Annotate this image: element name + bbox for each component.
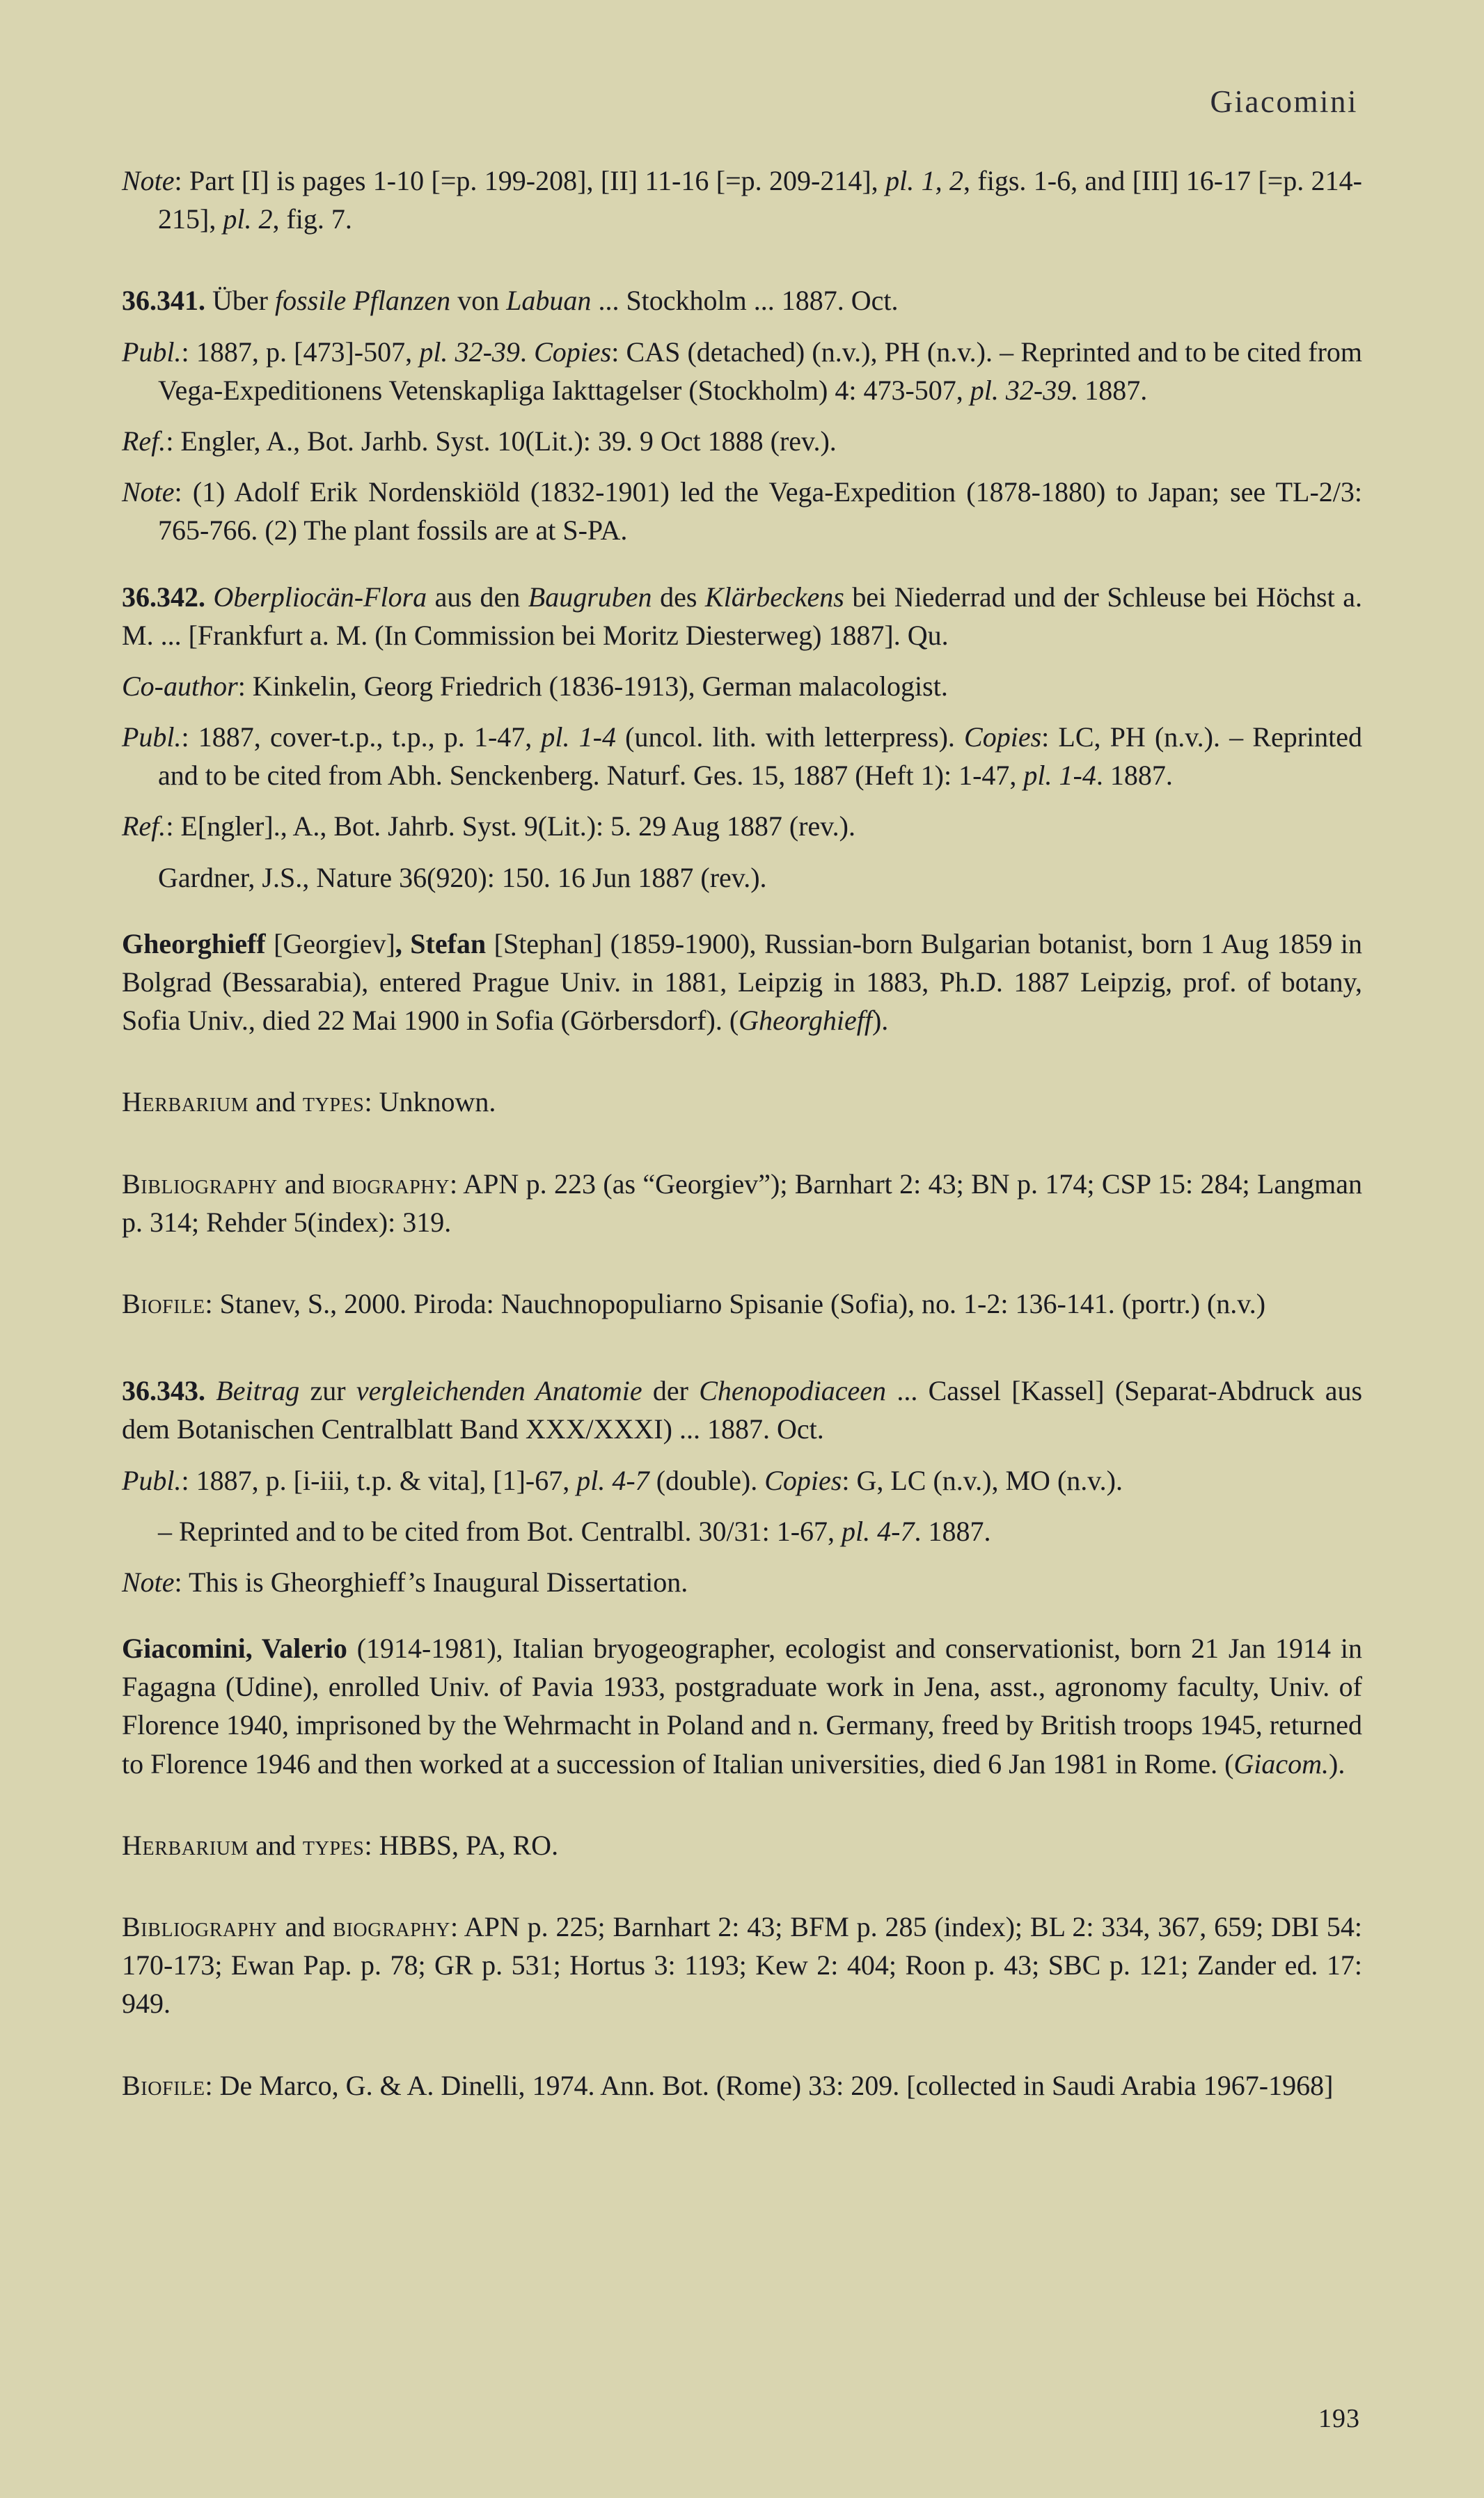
coauthor-label: Co-author bbox=[122, 670, 238, 702]
page-number: 193 bbox=[1318, 2404, 1360, 2433]
note-line2-post: , fig. 7. bbox=[272, 203, 352, 235]
entry-36341-title-italic2: Labuan bbox=[506, 285, 592, 317]
gheorghieff-bibliography-text: : APN p. 223 (as “Georgiev”); Barnhart 2: 43; BN p. 174; CSP 15: 284; Langman p. 314; Rehder 5(index): 319. bbox=[122, 1168, 1362, 1238]
gheorghieff-biofile-text: : Stanev, S., 2000. Piroda: Nauchnopopuliarno Spisanie (Sofia), no. 1-2: 136-141. (portr.) (n.v.) bbox=[205, 1287, 1266, 1319]
entry-36343-title-italic3: Chenopodiaceen bbox=[699, 1375, 887, 1407]
biofile-label: Biofile bbox=[122, 1287, 205, 1319]
entry-36341-copies-text: : CAS (detached) (n.v.), PH (n.v.). – Reprinted and to be cited from Vega-Expeditionens Vetenskapliga Iakttagelser (Stockholm) 4: 473-507, bbox=[158, 336, 1363, 406]
giacomini-bio bbox=[122, 1629, 1362, 1783]
note-label-36343: Note bbox=[122, 1566, 175, 1598]
entry-36342-ref1-text: : E[ngler]., A., Bot. Jahrb. Syst. 9(Lit.): 5. 29 Aug 1887 (rev.). bbox=[166, 810, 855, 842]
entry-36342-publ bbox=[122, 718, 1362, 794]
entry-36343-reprint-text: – Reprinted and to be cited from Bot. Centralbl. 30/31: 1-67, bbox=[158, 1515, 842, 1547]
giacomini-bibliography bbox=[122, 1908, 1362, 2023]
giacomini-name: Giacomini, Valerio bbox=[122, 1633, 347, 1665]
entry-36341-copies-italic: pl. 32-39 bbox=[970, 374, 1071, 406]
note-line1: : Part [I] is pages 1-10 [=p. 199-208], [II] 11-16 [=p. 209-214], bbox=[174, 165, 886, 196]
entry-36343-publ bbox=[122, 1461, 1362, 1500]
entry-36343-title-tail: ... Cassel [Kassel] (Separat-Abdruck aus dem Botanischen Centralblatt Band XXX/XXXI) ... 1887. Oct. bbox=[122, 1375, 1363, 1445]
entry-36341-publ bbox=[122, 333, 1362, 409]
entry-36341-title-italic1: fossile Pflanzen bbox=[274, 285, 451, 317]
herbarium-and-giacomini: and bbox=[248, 1829, 303, 1861]
entry-36341-ref-text: : Engler, A., Bot. Jarhb. Syst. 10(Lit.): 39. 9 Oct 1888 (rev.). bbox=[166, 425, 837, 457]
entry-36342-ref2-text: Gardner, J.S., Nature 36(920): 150. 16 Jun 1887 (rev.). bbox=[158, 861, 767, 893]
herbarium-label-giacomini: Herbarium bbox=[122, 1829, 249, 1861]
biofile-label-giacomini: Biofile bbox=[122, 2069, 205, 2101]
entry-36343-title-italic1: Beitrag bbox=[216, 1375, 300, 1407]
gheorghieff-bibliography bbox=[122, 1165, 1362, 1241]
entry-36343-publ-italic: pl. 4-7 bbox=[576, 1464, 649, 1496]
note-line1-italic: pl. 1, 2 bbox=[885, 165, 963, 196]
entry-36342-title-italic3: Klärbeckens bbox=[704, 581, 844, 613]
entry-36342-publ-italic: pl. 1-4 bbox=[541, 721, 616, 753]
giacomini-bio-end: ). bbox=[1329, 1747, 1345, 1780]
giacomini-bibliography-text: : APN p. 225; Barnhart 2: 43; BFM p. 285 (index); BL 2: 334, 367, 659; DBI 54: 170-173; Ewan Pap. p. 78; GR p. 531; Hortus 3: 1193; Kew 2: 404; Roon p. 43; SBC p. 121; Zander ed. 17: 949. bbox=[122, 1911, 1362, 2020]
copies-label-36343: Copies bbox=[764, 1464, 842, 1496]
running-head bbox=[122, 84, 1358, 120]
entry-36342-ref1 bbox=[122, 807, 1362, 845]
gheorghieff-abbrev: Gheorghieff bbox=[739, 1005, 872, 1037]
giacomini-herbarium-text: : HBBS, PA, RO. bbox=[364, 1829, 559, 1861]
gheorghieff-herbarium bbox=[122, 1083, 1362, 1121]
note-line2-italic: pl. 2 bbox=[223, 203, 273, 235]
entry-36342-title bbox=[122, 578, 1362, 654]
entry-36341-title-pre: Über bbox=[212, 285, 275, 317]
types-label-giacomini: types bbox=[302, 1829, 365, 1861]
types-label: types bbox=[302, 1086, 365, 1118]
giacomini-bio-text: (1914-1981), Italian bryogeographer, ecologist and conservationist, born 21 Jan 1914 in Fagagna (Udine), enrolled Univ. of Pavia 1933, postgraduate work in Jena, asst., agronomy faculty, Univ. of Florence 1940, imprisoned by the Wehrmacht in Poland and n. Germany, freed by British troops 1945, returned to Florence 1946 and then worked at a succession of Italian universities, died 6 Jan 1981 in Rome. ( bbox=[122, 1633, 1363, 1780]
entry-36342-title-italic2: Baugruben bbox=[528, 581, 652, 613]
gheorghieff-bio bbox=[122, 925, 1362, 1040]
entry-36343 bbox=[122, 1372, 1362, 1601]
entry-36343-reprint-post: . 1887. bbox=[914, 1515, 991, 1547]
entry-36341-note-text: : (1) Adolf Erik Nordenskiöld (1832-1901) led the Vega-Expedition (1878-1880) to Japan; see TL-2/3: 765-766. (2) The plant fossils are at S-PA. bbox=[158, 476, 1362, 547]
gheorghieff-name: Gheorghieff bbox=[122, 927, 266, 959]
note-label: Note bbox=[122, 165, 175, 196]
entry-36343-note bbox=[122, 1563, 1362, 1601]
note-line1-post: , figs. 1-6, and bbox=[963, 165, 1126, 196]
entry-36343-title bbox=[122, 1372, 1362, 1448]
note-top-paragraph bbox=[122, 162, 1362, 238]
giacomini-abbrev: Giacom. bbox=[1233, 1747, 1329, 1780]
note-line2: [III] 16-17 [=p. 214-215], bbox=[158, 165, 1363, 235]
entry-36343-title-mid2: der bbox=[642, 1375, 700, 1407]
running-head-text: Giacomini bbox=[1210, 84, 1358, 119]
entry-36341-note bbox=[122, 473, 1362, 549]
entry-36343-reprint bbox=[122, 1512, 1362, 1550]
entry-36341-ref bbox=[122, 422, 1362, 460]
entry-36343-title-italic2: vergleichenden Anatomie bbox=[356, 1375, 642, 1407]
gheorghieff-forename: , Stefan bbox=[395, 927, 487, 959]
copies-label: Copies bbox=[534, 336, 612, 368]
publ-label: Publ. bbox=[122, 336, 182, 368]
giacomini-herbarium bbox=[122, 1826, 1362, 1864]
entry-36343-number: 36.343. bbox=[122, 1375, 205, 1407]
gheorghieff-herbarium-text: : Unknown. bbox=[364, 1086, 496, 1118]
entry-36343-note-text: : This is Gheorghieff’s Inaugural Dissertation. bbox=[174, 1566, 688, 1598]
ref-label: Ref. bbox=[122, 425, 166, 457]
entry-36341-title-mid: von bbox=[450, 285, 507, 317]
note-label-36341: Note bbox=[122, 476, 175, 508]
entry-36341 bbox=[122, 281, 1362, 549]
entry-36342-publ-text: : 1887, cover-t.p., t.p., p. 1-47, bbox=[181, 721, 542, 753]
biography-label: biography bbox=[332, 1168, 450, 1200]
herbarium-label: Herbarium bbox=[122, 1086, 249, 1118]
entry-36342-title-tail: bei Niederrad und der Schleuse bei Höchst a. M. ... [Frankfurt a. M. (In Commission bei Moritz Diesterweg) 1887]. Qu. bbox=[122, 581, 1362, 651]
gheorghieff-bio-end: ). bbox=[871, 1005, 889, 1037]
gheorghieff-biofile bbox=[122, 1285, 1362, 1323]
entry-36342-coauthor-text: : Kinkelin, Georg Friedrich (1836-1913), German malacologist. bbox=[237, 670, 948, 702]
giacomini-biofile bbox=[122, 2066, 1362, 2105]
biography-label-giacomini: biography bbox=[333, 1911, 450, 1942]
gheorghieff-bio-text: [Stephan] (1859-1900), Russian-born Bulgarian botanist, born 1 Aug 1859 in Bolgrad (Bessarabia), entered Prague Univ. in 1881, Leipzig in 1883, Ph.D. 1887 Leipzig, prof. of botany, Sofia Univ., died 22 Mai 1900 in Sofia (Görbersdorf). ( bbox=[122, 927, 1362, 1037]
entry-36342-number: 36.342. bbox=[122, 581, 205, 613]
entry-36342-coauthor bbox=[122, 667, 1362, 705]
entry-36342-publ-post: (uncol. lith. with letterpress). bbox=[615, 721, 965, 753]
entry-36341-copies-post: . 1887. bbox=[1071, 374, 1148, 406]
entry-36341-publ-mid: . bbox=[519, 336, 535, 368]
entry-36342-copies-post: . 1887. bbox=[1096, 760, 1173, 792]
giacomini-biofile-text: : De Marco, G. & A. Dinelli, 1974. Ann. Bot. (Rome) 33: 209. [collected in Saudi Arabia 1967-1968] bbox=[205, 2069, 1334, 2101]
entry-36342-title-mid1: aus den bbox=[427, 581, 528, 613]
entry-36342-copies-text: : LC, PH (n.v.). – Reprinted and to be cited from Abh. Senckenberg. Naturf. Ges. 15, 1887 (Heft 1): 1-47, bbox=[158, 721, 1362, 792]
publ-label-36343: Publ. bbox=[122, 1464, 182, 1496]
entry-36342 bbox=[122, 578, 1362, 897]
entry-36343-reprint-italic: pl. 4-7 bbox=[842, 1515, 915, 1547]
bibliography-and: and bbox=[277, 1168, 333, 1200]
entry-36341-title-tail: ... Stockholm ... 1887. Oct. bbox=[591, 285, 899, 317]
entry-36342-ref2 bbox=[122, 858, 1362, 897]
herbarium-and: and bbox=[248, 1086, 303, 1118]
bibliography-and-giacomini: and bbox=[277, 1911, 333, 1942]
entry-36343-publ-text: : 1887, p. [i-iii, t.p. & vita], [1]-67, bbox=[181, 1464, 577, 1496]
gheorghieff-name-alt: [Georgiev] bbox=[265, 927, 395, 959]
bibliography-label-giacomini: Bibliography bbox=[122, 1911, 278, 1942]
entry-36341-number: 36.341. bbox=[122, 285, 205, 317]
entry-36341-publ-text: : 1887, p. [473]-507, bbox=[181, 336, 420, 368]
publ-label-36342: Publ. bbox=[122, 721, 182, 753]
entry-36341-publ-italic: pl. 32-39 bbox=[419, 336, 520, 368]
bibliography-label: Bibliography bbox=[122, 1168, 278, 1200]
ref-label-36342: Ref. bbox=[122, 810, 166, 842]
copies-label-36342: Copies bbox=[964, 721, 1042, 753]
entry-36343-publ-post: (double). bbox=[649, 1464, 765, 1496]
entry-36341-title bbox=[122, 281, 1362, 320]
entry-36343-title-mid1: zur bbox=[299, 1375, 356, 1407]
entry-36342-copies-italic: pl. 1-4 bbox=[1023, 760, 1096, 792]
entry-36342-title-mid2: des bbox=[652, 581, 705, 613]
entry-36342-title-italic1: Oberpliocän-Flora bbox=[213, 581, 427, 613]
entry-36343-copies-text: : G, LC (n.v.), MO (n.v.). bbox=[842, 1464, 1123, 1496]
